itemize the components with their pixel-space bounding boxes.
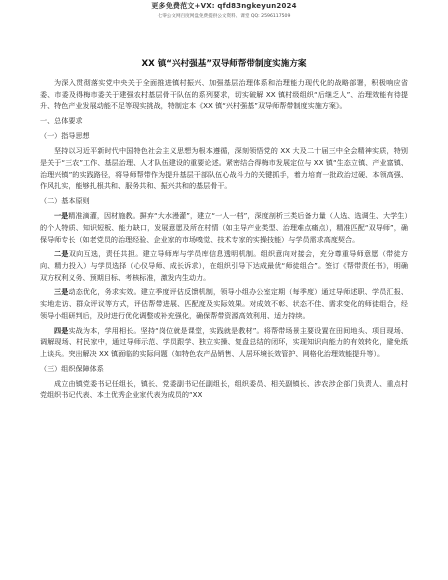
principle-3-lead: 三是 [54, 287, 69, 297]
principle-2-paragraph [40, 248, 408, 283]
header-source-line: 七零公文网百度网盘免费提供公文资料、课堂 QQ: 2596117509 [157, 14, 291, 19]
principle-2-text: 双向互选，责任共担。建立导师库与学员库信息透明机制。组织意向对接会，充分尊重导师意愿（带徒方向、精力投入）与学员选择（心仪导师、成长诉求），在组织引导下达成最优“师徒组合”。签订《帮带责任书》，明确双方权利义务、预期目标、考核标准，激发内生动力。 [40, 249, 409, 282]
document-body [40, 77, 408, 404]
organization-paragraph: 成立由镇党委书记任组长，镇长、党委副书记任副组长，组织委员、相关副镇长、涉农涉企部门负责人、重点村党组织书记代表、本土优秀企业家代表为成员的“XX [40, 378, 408, 400]
page-header [0, 0, 448, 19]
principle-4-paragraph [40, 325, 408, 360]
guiding-ideology-paragraph: 坚持以习近平新时代中国特色社会主义思想为根本遵循，深刻领悟党的 XX 大及二十届三中全会精神实质，特别是关于“三农”工作、基层治理、人才队伍建设的重要论述。紧密结合得梅市发展定位与 XX 镇“生态立镇、产业富镇、治理兴镇”的实践路径，将导师帮带作为提升基层干部队伍心战斗力的关键抓手，着力培育一批政治过硬、本领高强、作风扎实，能够扎根共和、服务共和、振兴共和的基层骨干。 [40, 146, 408, 191]
principle-4-lead: 四是 [54, 325, 69, 335]
principle-3-paragraph [40, 286, 408, 321]
principle-1-text: 精准滴灌，因材施教。摒弃“大水漫灌”，建立“一人一档”，深度剖析三类后备力量（人选、选调生、大学生）的个人特质、知识短板、能力缺口，发展意愿及所在村情（如主导产业类型、治理难点痛点），精准匹配“双导师”，确保导师专长（如老党员的治理经验、企业家的市场嗅觉、技术专家的实操技能）与学员需求高度契合。 [40, 211, 408, 244]
principle-1-paragraph [40, 210, 408, 245]
subheading-organization: （三）组织保障体系 [40, 363, 104, 373]
principle-4-text: 实战为本，学用相长。坚持“岗位就是课堂，实践就是教材”。将帮带场景主要设置在田间地头、项目现场、调解现场、村民家中，通过导师示范、学员跟学、独立实操、复盘总结的闭环，实现知识向能力的有效转化，避免纸上谈兵。突出解决 XX 镇面临的实际问题（如特色农产品销售、人居环境长效管护、网格化治理效能提升等）。 [40, 325, 409, 358]
document-title: XX 镇“兴村强基”双导师帮带制度实施方案 [141, 59, 307, 69]
subheading-guiding-ideology: （一）指导思想 [40, 131, 90, 141]
header-contact-line: 更多免费范文+VX: qfd83ngkeyun2024 [151, 2, 297, 10]
subheading-basic-principles: （二）基本原则 [40, 196, 90, 206]
section-heading-general: 一、总体要求 [40, 116, 83, 126]
principle-1-lead: 一是 [54, 211, 69, 221]
principle-2-lead: 二是 [54, 249, 69, 259]
principle-3-text: 动态优化，务求实效。建立季度评估反馈机制，领导小组办公室定期（每季度）通过导师述职、学员汇报、实地走访、群众评议等方式，评估帮带进展、匹配度及实际效果。对成效不彰、状态不佳、需求变化的师徒组合，经领导小组研判后，及时进行优化调整或补充强化，确保帮带资源高效利用、适力持续。 [40, 287, 409, 320]
intro-paragraph: 为深入贯彻落实党中央关于全面推进镇村振兴、加强基层治理体系和治理能力现代化的战略部署，积极响应省委、市委及得梅市委关于建强农村基层骨干队伍的系列要求，切实破解 XX 镇村级组织“后继乏人”、治理效能有待提升、特色产业发展动能不足等现实挑战，特制定本《XX 镇“兴村强基”双导师帮带制度实施方案》。 [40, 78, 408, 111]
